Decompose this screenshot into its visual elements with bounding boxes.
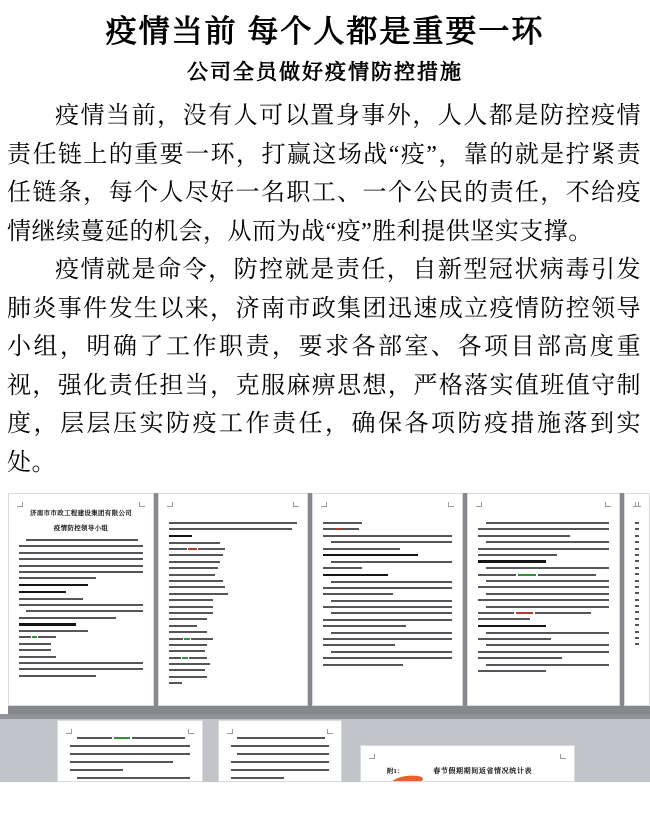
text-line-segment: [323, 625, 406, 627]
text-line-segment: [19, 577, 96, 579]
text-line-segment: [478, 657, 562, 659]
text-line-placeholder: [323, 535, 452, 537]
text-line-placeholder: [478, 612, 591, 614]
article-subtitle: 公司全员做好疫情防控措施: [187, 60, 463, 84]
document-thumbnail-page-7[interactable]: [218, 720, 342, 782]
text-line-segment: [169, 682, 182, 684]
thumbnail-page-content: [219, 721, 341, 782]
text-line-segment: [169, 606, 213, 608]
text-line-placeholder: [19, 623, 76, 626]
text-line-placeholder: [169, 574, 215, 576]
red-underline-mark: [188, 548, 196, 550]
text-line-segment: [331, 561, 452, 563]
text-line-segment: [191, 638, 212, 640]
text-line-segment: [486, 580, 609, 582]
text-line-segment: [341, 528, 359, 530]
text-line-placeholder: [635, 535, 639, 537]
text-line-segment: [478, 554, 557, 556]
text-line-placeholder: [478, 560, 546, 563]
text-line-placeholder: [19, 617, 116, 619]
green-underline-mark: [32, 636, 38, 638]
text-line-placeholder: [486, 580, 609, 582]
text-line-placeholder: [19, 636, 56, 638]
text-line-placeholder: [486, 644, 609, 646]
text-line-placeholder: [635, 580, 639, 582]
text-line-segment: [70, 753, 190, 755]
text-line-placeholder: [323, 606, 452, 608]
text-line-segment: [169, 593, 228, 595]
text-line-placeholder: [169, 528, 292, 530]
text-line-segment: [19, 591, 66, 594]
text-line-placeholder: [19, 630, 88, 632]
text-line-placeholder: [19, 675, 96, 677]
text-line-segment: [19, 623, 76, 626]
text-line-segment: [478, 560, 546, 563]
text-line-placeholder: [323, 664, 403, 666]
red-underline-mark: [335, 528, 340, 530]
document-thumbnail-page-5[interactable]: [624, 493, 650, 706]
text-line-segment: [635, 580, 639, 582]
thumbnail-page-content: [313, 494, 462, 666]
text-line-placeholder: [26, 539, 138, 541]
text-line-placeholder: [26, 610, 143, 612]
red-underline-mark: [516, 612, 533, 614]
text-line-segment: [635, 637, 639, 639]
text-line-segment: [19, 630, 88, 632]
text-line-placeholder: [478, 618, 530, 620]
text-line-segment: [169, 548, 187, 550]
text-line-placeholder: [478, 670, 546, 672]
text-line-segment: [486, 632, 609, 634]
text-line-segment: [323, 619, 452, 621]
text-line-segment: [169, 650, 205, 652]
text-line-placeholder: [635, 637, 639, 639]
text-line-segment: [19, 545, 143, 547]
text-line-segment: [169, 625, 197, 627]
text-line-segment: [635, 624, 639, 626]
text-line-segment: [478, 574, 516, 576]
text-line-placeholder: [323, 593, 393, 595]
text-line-segment: [635, 573, 639, 575]
text-line-placeholder: [237, 753, 329, 755]
text-line-placeholder: [635, 605, 639, 607]
text-line-placeholder: [486, 567, 609, 569]
text-line-segment: [19, 649, 51, 651]
text-line-segment: [19, 643, 51, 645]
text-line-segment: [635, 535, 639, 537]
text-line-placeholder: [19, 598, 83, 600]
text-line-placeholder: [323, 638, 452, 640]
text-line-segment: [169, 586, 225, 588]
text-line-placeholder: [331, 581, 452, 583]
annex-heading: [373, 766, 562, 776]
text-line-segment: [478, 528, 609, 530]
text-line-segment: [635, 592, 639, 594]
text-line-placeholder: [478, 554, 557, 556]
text-line-segment: [231, 745, 329, 747]
text-line-segment: [70, 745, 190, 747]
text-line-segment: [169, 676, 207, 678]
text-line-segment: [635, 554, 639, 556]
text-line-segment: [331, 632, 452, 634]
text-line-placeholder: [169, 612, 213, 614]
text-line-segment: [535, 612, 590, 614]
text-line-segment: [478, 618, 530, 620]
text-line-placeholder: [70, 769, 123, 771]
text-line-placeholder: [635, 528, 639, 530]
text-line-segment: [169, 542, 220, 544]
text-line-segment: [19, 571, 143, 573]
text-line-placeholder: [323, 657, 452, 659]
text-line-segment: [331, 600, 452, 602]
text-line-placeholder: [635, 611, 639, 613]
text-line-segment: [237, 753, 329, 755]
text-line-segment: [19, 656, 56, 658]
text-line-segment: [478, 670, 546, 672]
text-line-placeholder: [237, 737, 325, 739]
text-line-placeholder: [635, 643, 639, 645]
text-line-segment: [169, 567, 218, 569]
text-line-placeholder: [486, 522, 609, 524]
text-line-placeholder: [486, 541, 609, 543]
text-line-placeholder: [169, 599, 213, 601]
text-line-placeholder: [19, 545, 143, 547]
text-line-placeholder: [323, 548, 400, 550]
text-line-segment: [323, 587, 452, 589]
text-line-segment: [323, 593, 393, 595]
text-line-segment: [323, 664, 403, 666]
text-line-segment: [19, 675, 96, 677]
text-line-placeholder: [169, 631, 207, 633]
text-line-segment: [635, 631, 639, 633]
text-line-segment: [323, 638, 452, 640]
text-line-segment: [132, 737, 185, 739]
thumbnail-page-content: [625, 494, 649, 645]
annex-title: 春节假期期间返省情况统计表: [433, 767, 533, 775]
text-line-segment: [77, 777, 190, 779]
text-line-placeholder: [635, 624, 639, 626]
text-line-segment: [19, 662, 143, 664]
text-line-placeholder: [70, 753, 190, 755]
text-line-segment: [323, 606, 452, 608]
text-line-segment: [19, 668, 143, 670]
article-paragraph-1: 疫情当前，没有人可以置身事外，人人都是防控疫情责任链上的重要一环，打赢这场战“疫”，靠的就是拧紧责任链条，每个人尽好一名职工、一个公民的责任，不给疫情继续蔓延的机会，从而为战“疫”胜利提供坚实支撑。: [7, 103, 641, 245]
text-line-placeholder: [231, 745, 329, 747]
text-line-placeholder: [169, 580, 223, 582]
text-line-placeholder: [323, 619, 452, 621]
text-line-segment: [169, 612, 213, 614]
text-line-segment: [169, 657, 181, 659]
green-underline-mark: [518, 574, 536, 576]
thumbnail-page-content: [58, 721, 202, 782]
text-line-placeholder: [19, 656, 56, 658]
text-line-segment: [231, 761, 329, 763]
text-line-segment: [486, 606, 609, 608]
text-line-placeholder: [478, 638, 551, 640]
text-line-placeholder: [169, 676, 207, 678]
text-line-placeholder: [331, 612, 452, 614]
text-line-segment: [19, 636, 31, 638]
text-line-segment: [635, 528, 639, 530]
text-line-placeholder: [635, 631, 639, 633]
text-line-placeholder: [323, 574, 388, 577]
text-line-placeholder: [635, 592, 639, 594]
text-line-segment: [478, 586, 609, 588]
document-thumbnail-page-3[interactable]: [312, 493, 463, 706]
text-line-placeholder: [486, 606, 609, 608]
text-line-placeholder: [169, 548, 225, 550]
text-line-segment: [169, 528, 292, 530]
text-line-placeholder: [323, 528, 359, 530]
text-line-segment: [169, 535, 192, 538]
text-line-placeholder: [169, 606, 213, 608]
text-line-segment: [323, 528, 335, 530]
text-line-segment: [231, 769, 329, 771]
document-thumbnail-page-6[interactable]: [57, 720, 203, 782]
text-line-placeholder: [486, 593, 609, 595]
text-line-placeholder: [635, 586, 639, 588]
green-underline-mark: [114, 737, 130, 739]
text-line-placeholder: [169, 657, 207, 659]
text-line-segment: [486, 522, 609, 524]
text-line-placeholder: [169, 593, 228, 595]
text-line-placeholder: [478, 657, 562, 659]
text-line-segment: [478, 535, 570, 537]
annex-label: 附1：: [387, 768, 404, 775]
text-line-segment: [70, 769, 123, 771]
text-line-placeholder: [331, 632, 452, 634]
document-thumbnail-page-4[interactable]: [467, 493, 620, 706]
document-thumbnail-page-1[interactable]: [8, 493, 154, 706]
text-line-segment: [538, 574, 596, 576]
text-line-segment: [169, 638, 183, 640]
text-line-segment: [169, 644, 207, 646]
text-line-placeholder: [169, 682, 182, 684]
text-line-placeholder: [19, 668, 143, 670]
text-line-segment: [635, 643, 639, 645]
text-line-segment: [169, 618, 207, 620]
text-line-placeholder: [19, 649, 51, 651]
text-line-segment: [237, 737, 325, 739]
text-line-placeholder: [169, 650, 205, 652]
text-line-segment: [331, 651, 452, 653]
text-line-placeholder: [19, 604, 143, 606]
text-line-placeholder: [635, 548, 639, 550]
thumbnail-page-content: [361, 746, 574, 776]
embedded-preview-row-2[interactable]: [0, 714, 650, 782]
text-line-segment: [323, 574, 388, 577]
thumbnail-page-title: 济南市市政工程建设集团有限公司: [30, 510, 132, 517]
text-line-placeholder: [19, 565, 143, 567]
text-line-segment: [635, 599, 639, 601]
text-line-segment: [635, 548, 639, 550]
text-line-segment: [19, 558, 143, 560]
text-line-segment: [77, 737, 112, 739]
text-line-segment: [486, 541, 609, 543]
text-line-segment: [331, 612, 452, 614]
text-line-segment: [169, 599, 213, 601]
text-line-placeholder: [19, 552, 143, 554]
text-line-segment: [635, 541, 639, 543]
text-line-placeholder: [478, 535, 570, 537]
text-line-placeholder: [169, 542, 220, 544]
text-line-placeholder: [323, 644, 395, 646]
text-line-segment: [26, 539, 138, 541]
thumbnail-page-content: [468, 494, 619, 672]
thumbnail-page-content: [9, 494, 153, 677]
text-line-segment: [323, 554, 418, 557]
text-line-segment: [486, 567, 609, 569]
text-line-placeholder: [169, 586, 225, 588]
text-line-placeholder: [635, 554, 639, 556]
text-line-segment: [331, 541, 452, 543]
text-line-placeholder: [70, 761, 173, 763]
text-line-segment: [19, 617, 116, 619]
text-line-segment: [635, 605, 639, 607]
text-line-placeholder: [331, 651, 452, 653]
text-line-segment: [169, 580, 223, 582]
text-line-segment: [635, 522, 639, 524]
text-line-placeholder: [169, 561, 220, 563]
text-line-placeholder: [19, 571, 143, 573]
text-line-placeholder: [323, 587, 452, 589]
text-line-placeholder: [478, 651, 609, 653]
text-line-placeholder: [169, 554, 223, 556]
article-paragraph-2: 疫情就是命令，防控就是责任，自新型冠状病毒引发肺炎事件发生以来，济南市政集团迅速成立疫情防控领导小组，明确了工作职责，要求各部室、各项目部高度重视，强化责任担当，克服麻痹思想，严格落实值班值守制度，层层压实防疫工作责任，确保各项防疫措施落到实处。: [7, 257, 641, 476]
text-line-segment: [331, 581, 452, 583]
text-line-segment: [635, 560, 639, 562]
text-line-segment: [19, 604, 143, 606]
article-title: 疫情当前 每个人都是重要一环: [105, 14, 545, 49]
text-line-segment: [486, 593, 609, 595]
green-underline-mark: [184, 638, 191, 640]
text-line-placeholder: [486, 632, 609, 634]
thumbnail-page-content: [159, 494, 307, 684]
text-line-placeholder: [635, 567, 639, 569]
text-line-segment: [169, 574, 215, 576]
text-line-placeholder: [635, 541, 639, 543]
text-line-segment: [486, 664, 609, 666]
text-line-placeholder: [19, 584, 88, 587]
text-line-placeholder: [169, 535, 192, 538]
text-line-placeholder: [19, 558, 143, 560]
text-line-segment: [478, 625, 546, 628]
text-line-segment: [323, 644, 395, 646]
thumbnail-page-title: 疫情防控领导小组: [53, 525, 109, 532]
text-line-placeholder: [169, 625, 197, 627]
text-line-segment: [323, 535, 452, 537]
text-line-segment: [323, 567, 362, 569]
text-line-segment: [323, 657, 452, 659]
text-line-placeholder: [331, 541, 452, 543]
text-line-segment: [169, 554, 223, 556]
text-line-segment: [169, 631, 207, 633]
text-line-segment: [323, 548, 400, 550]
text-line-segment: [26, 610, 143, 612]
text-line-placeholder: [331, 600, 452, 602]
document-thumbnail-page-8-annex[interactable]: [360, 745, 575, 782]
text-line-placeholder: [323, 522, 362, 524]
text-line-placeholder: [19, 577, 96, 579]
text-line-placeholder: [635, 573, 639, 575]
text-line-segment: [635, 586, 639, 588]
text-line-placeholder: [231, 769, 329, 771]
text-line-placeholder: [19, 643, 51, 645]
text-line-placeholder: [323, 567, 362, 569]
text-line-placeholder: [19, 662, 143, 664]
text-line-placeholder: [323, 625, 406, 627]
text-line-placeholder: [331, 561, 452, 563]
text-line-segment: [189, 657, 208, 659]
text-line-segment: [169, 561, 220, 563]
text-line-segment: [198, 548, 226, 550]
text-line-placeholder: [486, 664, 609, 666]
text-line-placeholder: [231, 761, 329, 763]
text-line-placeholder: [169, 522, 297, 524]
text-line-segment: [478, 651, 609, 653]
text-line-placeholder: [478, 586, 609, 588]
text-line-placeholder: [231, 777, 284, 779]
green-underline-mark: [182, 657, 188, 659]
text-line-placeholder: [19, 591, 66, 594]
text-line-segment: [19, 598, 83, 600]
text-line-placeholder: [478, 599, 609, 601]
text-line-segment: [323, 522, 362, 524]
text-line-placeholder: [478, 548, 609, 550]
text-line-placeholder: [478, 528, 609, 530]
text-line-segment: [38, 636, 56, 638]
text-line-placeholder: [70, 745, 190, 747]
text-line-placeholder: [169, 567, 218, 569]
text-line-segment: [169, 522, 297, 524]
text-line-segment: [19, 584, 88, 587]
text-line-placeholder: [169, 669, 205, 671]
text-line-segment: [486, 644, 609, 646]
text-line-placeholder: [169, 663, 210, 665]
document-thumbnail-page-2[interactable]: [158, 493, 308, 706]
text-line-placeholder: [635, 618, 639, 620]
text-line-placeholder: [169, 638, 213, 640]
text-line-segment: [169, 669, 205, 671]
embedded-preview-row-1[interactable]: [8, 493, 650, 714]
text-line-segment: [231, 777, 284, 779]
text-line-segment: [635, 567, 639, 569]
text-line-segment: [169, 663, 210, 665]
text-line-segment: [19, 565, 143, 567]
text-line-placeholder: [635, 599, 639, 601]
text-line-segment: [19, 552, 143, 554]
text-line-segment: [635, 611, 639, 613]
text-line-placeholder: [478, 574, 596, 576]
text-line-segment: [478, 612, 514, 614]
text-line-placeholder: [478, 625, 546, 628]
text-line-placeholder: [635, 522, 639, 524]
text-line-segment: [478, 638, 551, 640]
text-line-placeholder: [77, 737, 185, 739]
text-line-placeholder: [77, 777, 190, 779]
text-line-segment: [70, 761, 173, 763]
text-line-segment: [478, 599, 609, 601]
text-line-placeholder: [323, 554, 418, 557]
text-line-placeholder: [169, 618, 207, 620]
text-line-segment: [478, 548, 609, 550]
text-line-placeholder: [169, 644, 207, 646]
text-line-placeholder: [635, 560, 639, 562]
text-line-segment: [635, 618, 639, 620]
